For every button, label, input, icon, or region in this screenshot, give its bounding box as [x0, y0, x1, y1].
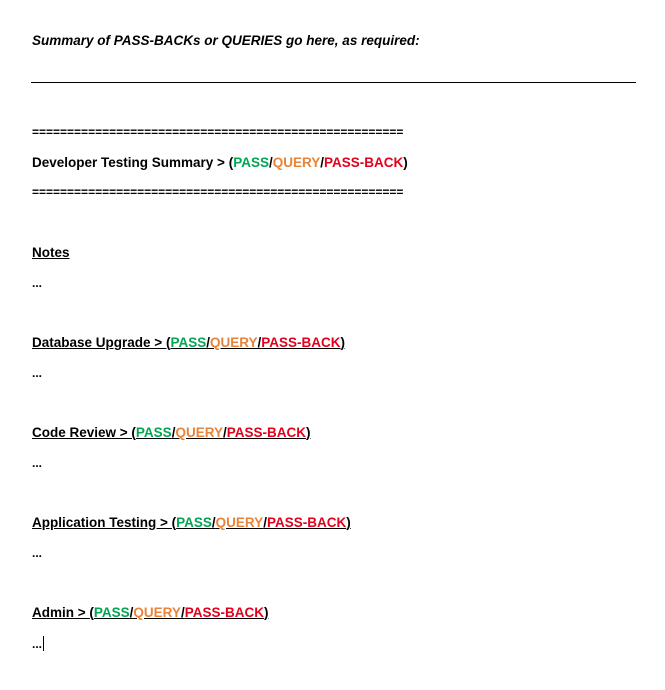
separator-bottom: =====================================================: [32, 185, 404, 199]
text-cursor: [43, 636, 44, 651]
section-body-database-upgrade: ...: [32, 366, 43, 380]
heading-title: Developer Testing Summary >: [32, 155, 229, 170]
status-pass: PASS: [135, 425, 172, 440]
section-body-code-review: ...: [32, 456, 43, 470]
notes-body: ...: [32, 276, 43, 290]
section-body-application-testing: ...: [32, 546, 43, 560]
status-pass: PASS: [170, 335, 207, 350]
section-heading-code-review: Code Review > (PASS/QUERY/PASS-BACK): [32, 425, 311, 440]
status-pass: PASS: [93, 605, 130, 620]
status-passback: PASS-BACK: [226, 425, 306, 440]
status-passback: PASS-BACK: [266, 515, 347, 530]
developer-testing-summary-heading: Developer Testing Summary > (PASS/QUERY/PASS-BACK): [32, 155, 408, 170]
horizontal-rule: [31, 82, 636, 83]
status-query: QUERY: [175, 425, 223, 440]
separator-top: =====================================================: [32, 125, 404, 139]
status-pass: PASS: [233, 155, 269, 170]
section-body-admin[interactable]: ...: [32, 637, 43, 651]
section-heading-admin: Admin > (PASS/QUERY/PASS-BACK): [32, 605, 269, 620]
summary-prompt: Summary of PASS-BACKs or QUERIES go here, as required:: [32, 33, 420, 48]
status-passback: PASS-BACK: [324, 155, 404, 170]
section-heading-application-testing: Application Testing > (PASS/QUERY/PASS-BACK): [32, 515, 351, 530]
section-heading-database-upgrade: Database Upgrade > (PASS/QUERY/PASS-BACK): [32, 335, 346, 350]
status-passback: PASS-BACK: [261, 335, 341, 350]
status-pass: PASS: [176, 515, 212, 530]
notes-heading: Notes: [32, 245, 70, 260]
status-passback: PASS-BACK: [184, 605, 264, 620]
status-query: QUERY: [215, 515, 264, 530]
status-query: QUERY: [133, 605, 181, 620]
status-query: QUERY: [272, 155, 321, 170]
status-query: QUERY: [209, 335, 258, 350]
